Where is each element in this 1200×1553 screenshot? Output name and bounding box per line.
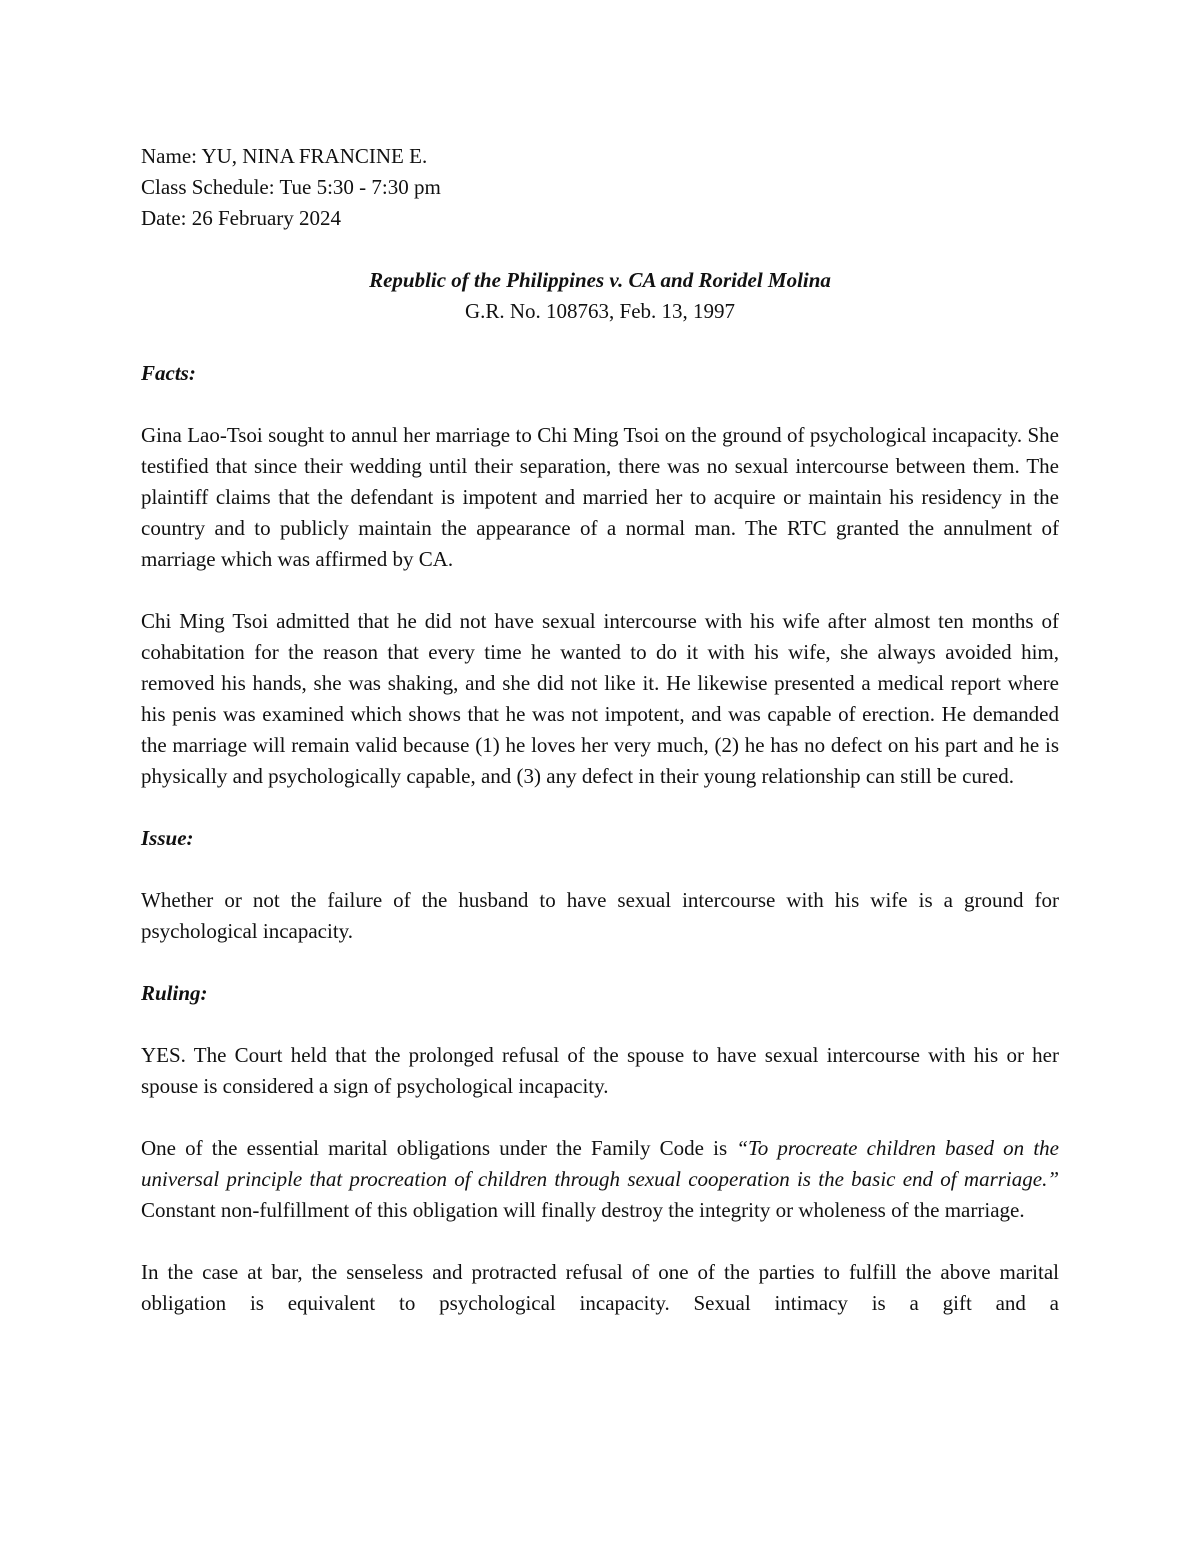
ruling-paragraph-2-end: Constant non-fulfillment of this obligation will finally destroy the integrity or wholeness of the marriage. — [141, 1198, 1025, 1222]
issue-paragraph: Whether or not the failure of the husband to have sexual intercourse with his wife is a ground for psychological incapacity. — [141, 888, 1059, 943]
ruling-paragraph-2 — [141, 1133, 1059, 1226]
ruling-paragraph-2-start: One of the essential marital obligations under the Family Code is — [141, 1136, 737, 1160]
ruling-paragraph-3: In the case at bar, the senseless and protracted refusal of one of the parties to fulfill the above marital obligation is equivalent to psychological incapacity. Sexual intimacy is a gift and a — [141, 1260, 1059, 1315]
facts-heading: Facts: — [141, 361, 196, 385]
facts-paragraph-1: Gina Lao-Tsoi sought to annul her marriage to Chi Ming Tsoi on the ground of psychological incapacity. She testified that since their wedding until their separation, there was no sexual intercourse between them. The plaintiff claims that the defendant is impotent and married her to acquire or maintain his residency in the country and to publicly maintain the appearance of a normal man. The RTC granted the annulment of marriage which was affirmed by CA. — [141, 423, 1059, 571]
facts-paragraph-2: Chi Ming Tsoi admitted that he did not have sexual intercourse with his wife after almost ten months of cohabitation for the reason that every time he wanted to do it with his wife, she always avoided him, removed his hands, she was shaking, and she did not like it. He likewise presented a medical report where his penis was examined which shows that he was not impotent, and was capable of erection. He demanded the marriage will remain valid because (1) he loves her very much, (2) he has no defect on his part and he is physically and psychologically capable, and (3) any defect in their young relationship can still be cured. — [141, 609, 1059, 788]
ruling-paragraph-1: YES. The Court held that the prolonged refusal of the spouse to have sexual intercourse with his or her spouse is considered a sign of psychological incapacity. — [141, 1043, 1059, 1098]
document-date: Date: 26 February 2024 — [141, 206, 342, 230]
student-name: Name: YU, NINA FRANCINE E. — [141, 144, 428, 168]
case-citation: G.R. No. 108763, Feb. 13, 1997 — [464, 299, 736, 323]
case-title-block — [141, 265, 1059, 327]
issue-heading: Issue: — [141, 826, 194, 850]
ruling-heading: Ruling: — [141, 981, 208, 1005]
document-page — [141, 141, 1059, 1319]
class-schedule: Class Schedule: Tue 5:30 - 7:30 pm — [141, 175, 441, 199]
family-code-quote: “To procreate children based on the universal principle that procreation of children through sexual cooperation is the basic end of marriage.” — [141, 1136, 1059, 1191]
case-title: Republic of the Philippines v. CA and Roridel Molina — [369, 268, 831, 292]
